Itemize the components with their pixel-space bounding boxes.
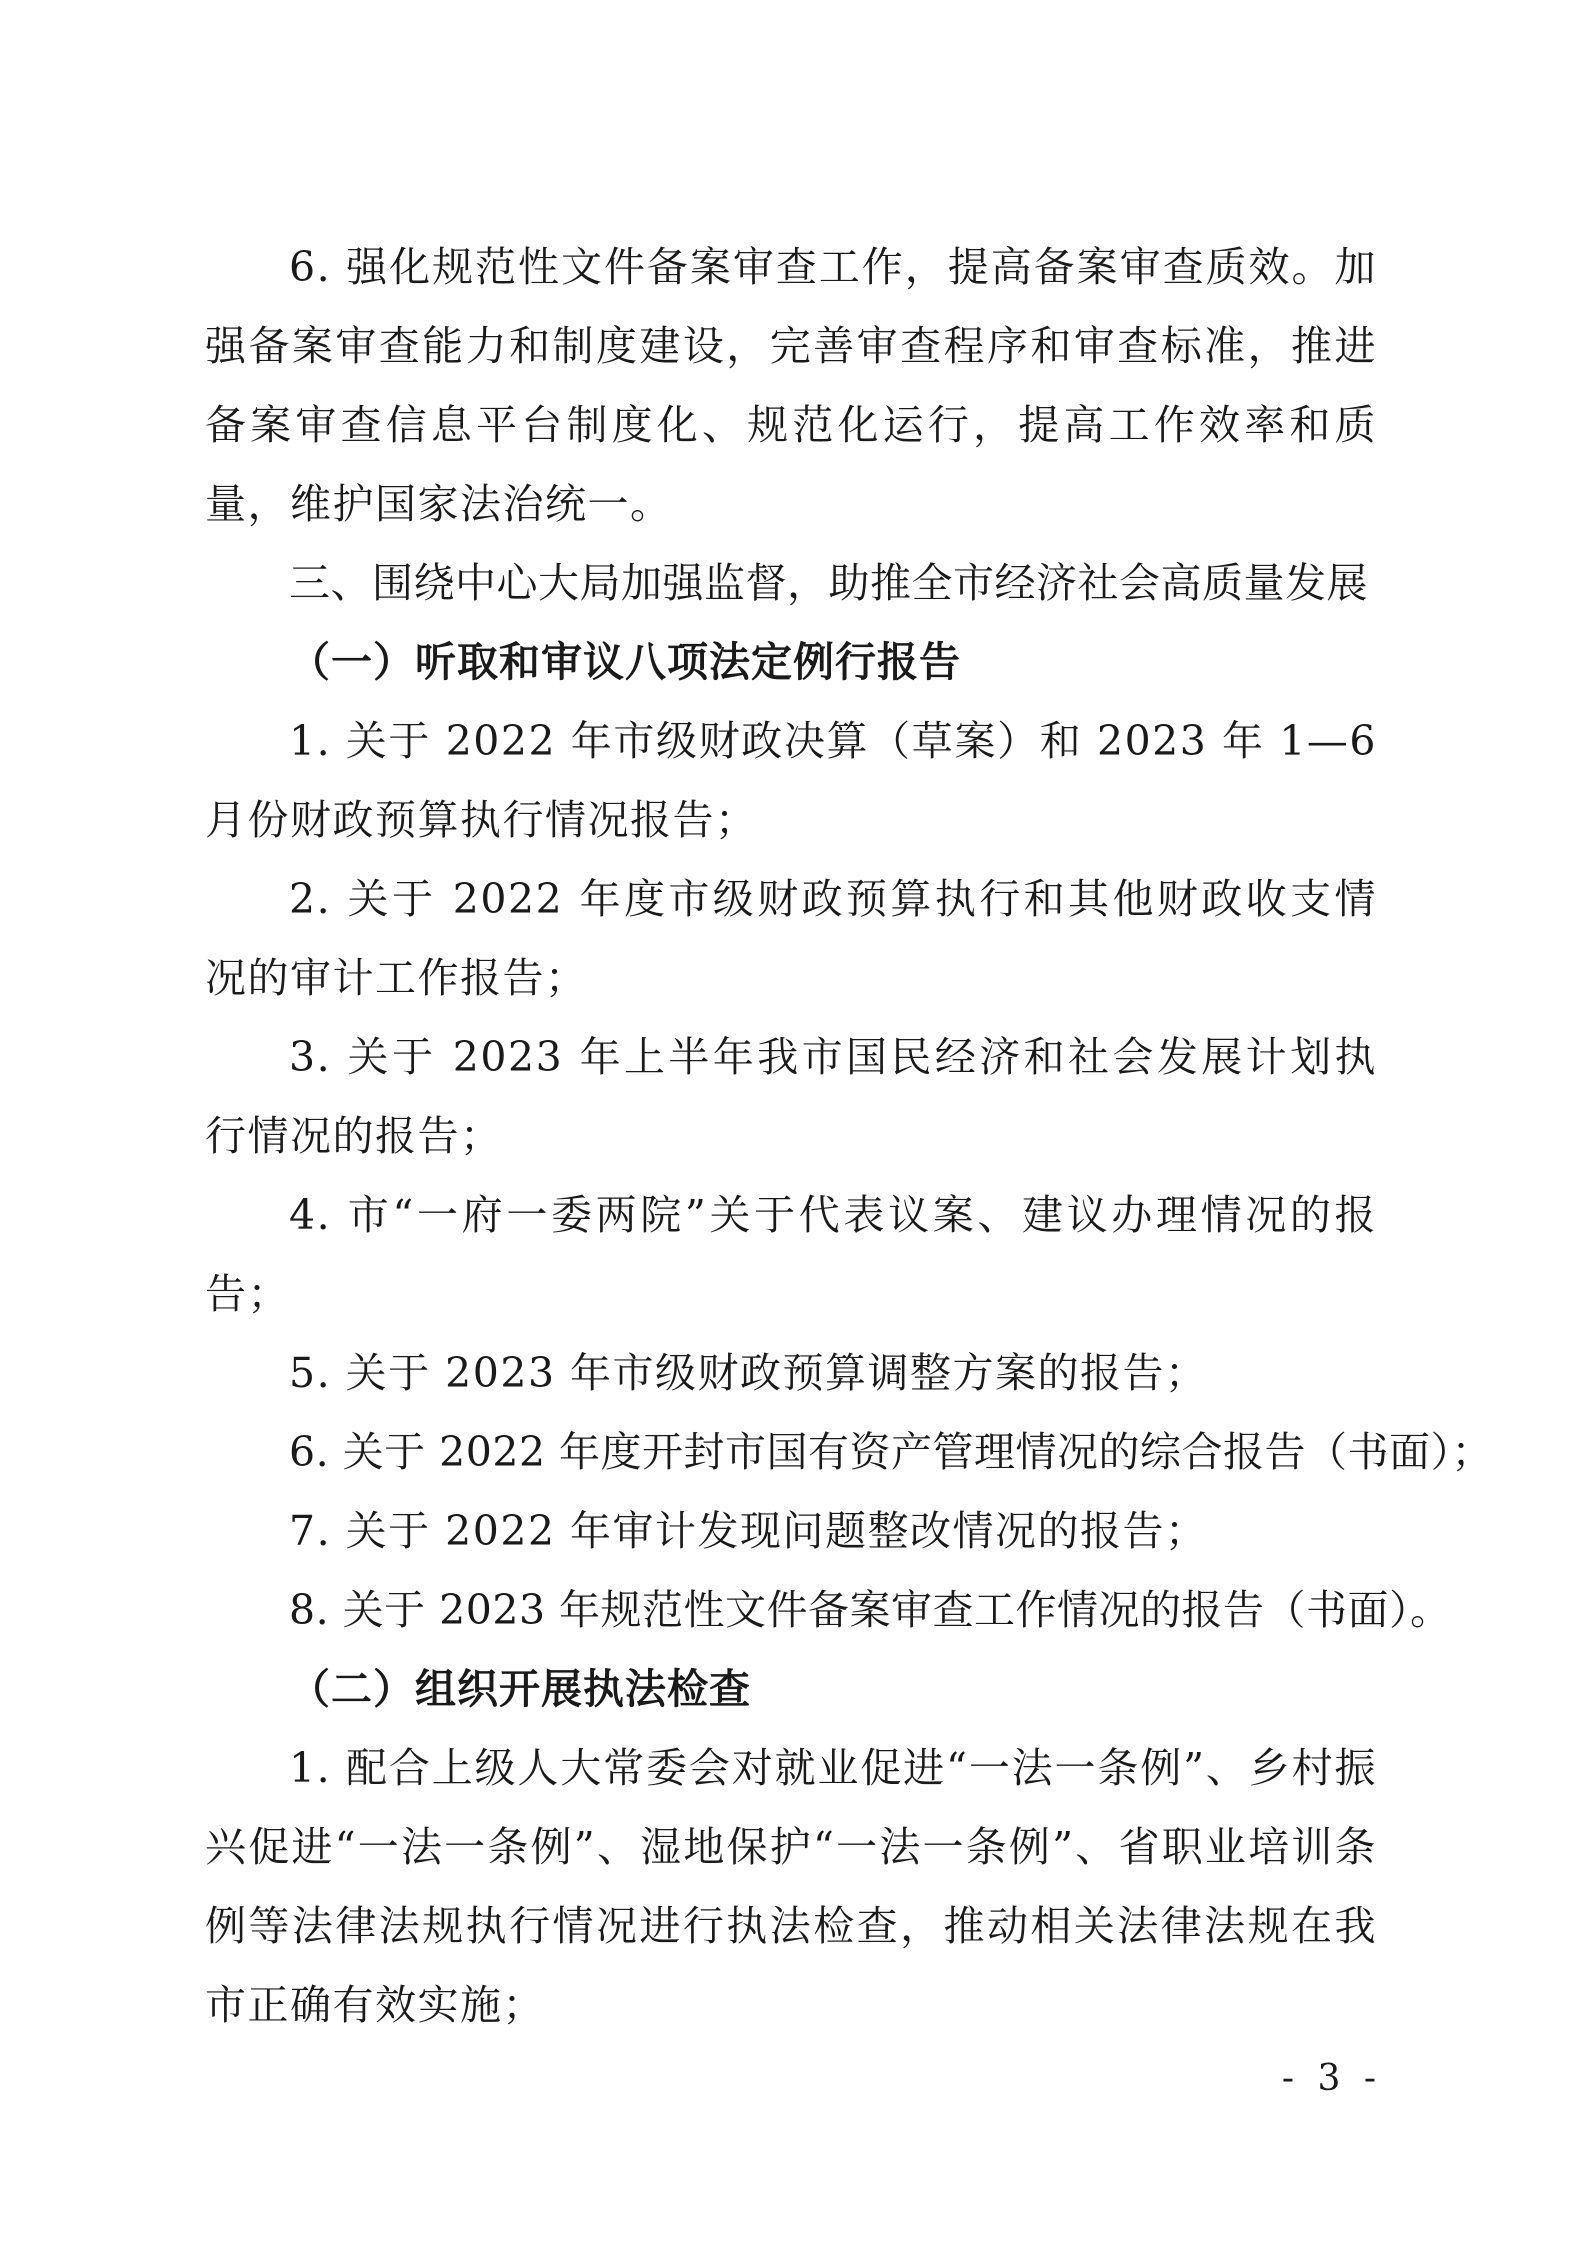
section-heading-supervision: 三、围绕中心大局加强监督，助推全市经济社会高质量发展 [289,559,1368,607]
list-item-report-6: 6. 关于 2022 年度开封市国有资产管理情况的综合报告（书面）； [289,1428,1494,1476]
list-item-report-3: 3. 关于 2023 年上半年我市国民经济和社会发展计划执行情况的报告； [205,1033,1377,1160]
page-number: - 3 - [1281,2058,1382,2099]
list-item-report-4: 4. 市“一府一委两院”关于代表议案、建议办理情况的报告； [205,1191,1377,1318]
list-item-report-7: 7. 关于 2022 年审计发现问题整改情况的报告； [289,1507,1208,1555]
paragraph-filing-review: 6. 强化规范性文件备案审查工作，提高备案审查质效。加强备案审查能力和制度建设，完善审查程序和审查标准，推进备案审查信息平台制度化、规范化运行，提高工作效率和质量，维护国家法治统一。 [205,243,1377,528]
subsection-heading-inspection: （二）组织开展执法检查 [289,1665,751,1713]
list-item-inspection-1: 1. 配合上级人大常委会对就业促进“一法一条例”、乡村振兴促进“一法一条例”、湿地保护“一法一条例”、省职业培训条例等法律法规执行情况进行执法检查，推动相关法律法规在我市正确有效实施； [205,1744,1377,2029]
subsection-heading-reports: （一）听取和审议八项法定例行报告 [289,638,961,686]
document-body [205,228,1494,2045]
list-item-report-5: 5. 关于 2023 年市级财政预算调整方案的报告； [289,1349,1208,1397]
list-item-report-8: 8. 关于 2023 年规范性文件备案审查工作情况的报告（书面）。 [289,1586,1452,1634]
list-item-report-1: 1. 关于 2022 年市级财政决算（草案）和 2023 年 1—6 月份财政预算执行情况报告； [205,717,1377,844]
list-item-report-2: 2. 关于 2022 年度市级财政预算执行和其他财政收支情况的审计工作报告； [205,875,1377,1002]
